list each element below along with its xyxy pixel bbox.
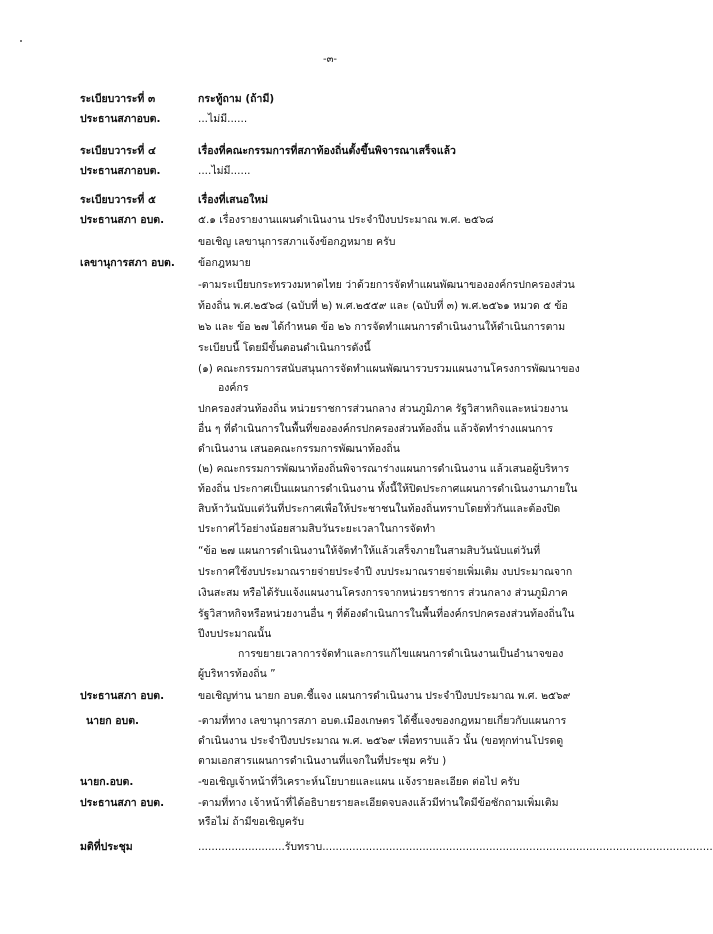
- mayor-label: นายก.อบต.: [80, 776, 134, 788]
- agenda-3-title: กระทู้ถาม (ถ้ามี): [198, 93, 275, 105]
- secretary-label: เลขานุการสภา อบต.: [80, 257, 175, 269]
- body-line: หรือไม่ ถ้ามีขอเชิญครับ: [198, 816, 305, 828]
- chair-label: ประธานสภาอบต.: [80, 113, 161, 125]
- body-line: ปกครองส่วนท้องถิ่น หน่วยราชการส่วนกลาง ส่วนภูมิภาค รัฐวิสาหกิจและหน่วยงาน: [198, 403, 568, 415]
- body-line: ปีงบประมาณนั้น: [198, 628, 272, 640]
- body-line: ๒๖ และ ข้อ ๒๗ ได้กำหนด ข้อ ๒๖ การจัดทำแผนการดำเนินงานให้ดำเนินการตาม: [198, 321, 566, 333]
- body-line: ท้องถิ่น พ.ศ.๒๕๖๘ (ฉบับที่ ๒) พ.ศ.๒๕๕๙ และ (ฉบับที่ ๓) พ.ศ.๒๕๖๑ หมวด ๕ ข้อ: [198, 300, 568, 312]
- agenda-4-title: เรื่องที่คณะกรรมการที่สภาท้องถิ่นตั้งขึ้นพิจารณาเสร็จแล้ว: [198, 145, 456, 157]
- agenda-5-label: ระเบียบวาระที่ ๕: [80, 194, 156, 206]
- chair-label: ประธานสภา อบต.: [80, 690, 165, 702]
- item-5-1-title: ๕.๑ เรื่องรายงานแผนดำเนินงาน ประจำปีงบประมาณ พ.ศ. ๒๕๖๘: [198, 214, 494, 226]
- body-line: องค์กร: [218, 382, 249, 394]
- chair-label: ประธานสภา อบต.: [80, 797, 165, 809]
- body-line: การขยายเวลาการจัดทำและการแก้ไขแผนการดำเนินงานเป็นอำนาจของ: [238, 648, 564, 660]
- body-line: ข้อกฎหมาย: [198, 257, 251, 269]
- body-line: “ข้อ ๒๗ แผนการดำเนินงานให้จัดทำให้แล้วเสร็จภายในสามสิบวันนับแต่วันที่: [198, 545, 541, 557]
- body-line: สิบห้าวันนับแต่วันที่ประกาศเพื่อให้ประชาชนในท้องถิ่นทราบโดยทั่วกันและต้องปิด: [198, 503, 561, 515]
- body-line: -ตามระเบียบกระทรวงมหาดไทย ว่าด้วยการจัดทำแผนพัฒนาขององค์กรปกครองส่วน: [198, 279, 575, 291]
- body-line: -ตามที่ทาง เลขานุการสภา อบต.เมืองเกษตร ได้ชี้แจงของกฎหมายเกี่ยวกับแผนการ: [198, 715, 567, 727]
- body-line: ขอเชิญท่าน นายก อบต.ชี้แจง แผนการดำเนินงาน ประจำปีงบประมาณ พ.ศ. ๒๕๖๙: [198, 690, 571, 702]
- agenda-3-none: ...ไม่มี......: [198, 113, 248, 125]
- body-line: ท้องถิ่น ประกาศเป็นแผนการดำเนินงาน ทั้งนี้ให้ปิดประกาศแผนการดำเนินงานภายใน: [198, 483, 578, 495]
- agenda-5-title: เรื่องที่เสนอใหม่: [198, 194, 269, 206]
- resolution-label: มติที่ประชุม: [80, 841, 133, 853]
- agenda-4-none: ....ไม่มี......: [198, 165, 251, 177]
- resolution-text: ..........................รับทราบ.....................................................................................................................: [198, 841, 713, 853]
- chair-label: ประธานสภา อบต.: [80, 214, 165, 226]
- body-line: รัฐวิสาหกิจหรือหน่วยงานอื่น ๆ ที่ต้องดำเนินการในพื้นที่องค์กรปกครองส่วนท้องถิ่นใน: [198, 608, 575, 620]
- body-line: (๑) คณะกรรมการสนับสนุนการจัดทำแผนพัฒนารวบรวมแผนงานโครงการพัฒนาของ: [198, 363, 580, 375]
- body-line: เงินสะสม หรือได้รับแจ้งแผนงานโครงการจากหน่วยราชการ ส่วนกลาง ส่วนภูมิภาค: [198, 587, 568, 599]
- body-line: ประกาศใช้งบประมาณรายจ่ายประจำปี งบประมาณรายจ่ายเพิ่มเติม งบประมาณจาก: [198, 566, 573, 578]
- body-line: ตามเอกสารแผนการดำเนินงานที่แจกในที่ประชุม ครับ ): [198, 755, 447, 767]
- body-line: ดำเนินงาน เสนอคณะกรรมการพัฒนาท้องถิ่น: [198, 443, 400, 455]
- body-line: ระเบียบนี้ โดยมีขั้นตอนดำเนินการดังนี้: [198, 342, 371, 354]
- chair-label: ประธานสภาอบต.: [80, 165, 161, 177]
- agenda-3-label: ระเบียบวาระที่ ๓: [80, 93, 156, 105]
- body-line: -ขอเชิญเจ้าหน้าที่วิเคราะห์นโยบายและแผน แจ้งรายละเอียด ต่อไป ครับ: [198, 776, 520, 788]
- mayor-label: นายก อบต.: [86, 715, 140, 727]
- body-line: ประกาศไว้อย่างน้อยสามสิบวันระยะเวลาในการจัดทำ: [198, 523, 436, 535]
- body-line: -ตามที่ทาง เจ้าหน้าที่ได้อธิบายรายละเอียดจบลงแล้วมีท่านใดมีข้อซักถามเพิ่มเติม: [198, 797, 559, 809]
- body-line: (๒) คณะกรรมการพัฒนาท้องถิ่นพิจารณาร่างแผนการดำเนินงาน แล้วเสนอผู้บริหาร: [198, 463, 570, 475]
- body-line: ขอเชิญ เลขานุการสภาแจ้งข้อกฎหมาย ครับ: [198, 236, 396, 248]
- page-number: -๓-: [322, 54, 338, 65]
- body-line: ดำเนินงาน ประจำปีงบประมาณ พ.ศ. ๒๕๖๙ เพื่อทราบแล้ว นั้น (ขอทุกท่านโปรดดู: [198, 735, 564, 747]
- agenda-4-label: ระเบียบวาระที่ ๔: [80, 145, 156, 157]
- body-line: อื่น ๆ ที่ดำเนินการในพื้นที่ขององค์กรปกครองส่วนท้องถิ่น แล้วจัดทำร่างแผนการ: [198, 423, 554, 435]
- scan-speck: [20, 40, 22, 42]
- body-line: ผู้บริหารท้องถิ่น ”: [198, 668, 276, 680]
